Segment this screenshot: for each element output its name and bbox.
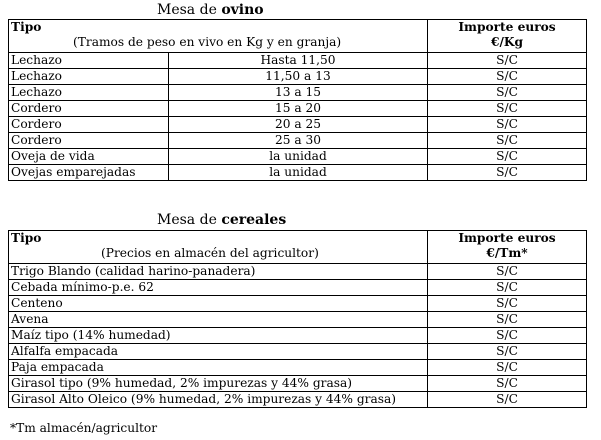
ovino-header-tipo xyxy=(9,20,428,53)
tipo-cell: Avena xyxy=(9,312,428,328)
tramo-cell: 20 a 25 xyxy=(169,117,428,133)
ovino-table xyxy=(8,19,587,181)
tipo-cell: Paja empacada xyxy=(9,360,428,376)
ovino-title-prefix: Mesa de xyxy=(157,2,222,18)
tipo-cell: Girasol Alto Oleico (9% humedad, 2% impurezas y 44% grasa) xyxy=(9,392,428,408)
importe-cell: S/C xyxy=(428,69,587,85)
importe-cell: S/C xyxy=(428,85,587,101)
tipo-cell: Maíz tipo (14% humedad) xyxy=(9,328,428,344)
tramo-cell: la unidad xyxy=(169,165,428,181)
cereales-title-prefix: Mesa de xyxy=(157,212,222,228)
ovino-header-importe-title: Importe euros xyxy=(458,20,556,34)
importe-cell: S/C xyxy=(428,101,587,117)
importe-cell: S/C xyxy=(428,360,587,376)
table-row xyxy=(9,69,587,85)
cereales-title-bold: cereales xyxy=(221,212,287,228)
tramo-cell: 15 a 20 xyxy=(169,101,428,117)
importe-cell: S/C xyxy=(428,280,587,296)
ovino-header-tipo-title: Tipo xyxy=(11,20,42,34)
importe-cell: S/C xyxy=(428,133,587,149)
importe-cell: S/C xyxy=(428,296,587,312)
table-row xyxy=(9,165,587,181)
importe-cell: S/C xyxy=(428,392,587,408)
importe-cell: S/C xyxy=(428,328,587,344)
cereales-header-tipo-title: Tipo xyxy=(11,231,42,245)
table-row xyxy=(9,312,587,328)
table-row xyxy=(9,360,587,376)
tipo-cell: Cordero xyxy=(9,133,169,149)
ovino-title-bold: ovino xyxy=(221,2,264,18)
tipo-cell: Lechazo xyxy=(9,85,169,101)
importe-cell: S/C xyxy=(428,264,587,280)
cereales-title xyxy=(157,212,286,228)
cereales-header-row xyxy=(9,231,587,264)
table-row xyxy=(9,344,587,360)
tramo-cell: 11,50 a 13 xyxy=(169,69,428,85)
ovino-header-row xyxy=(9,20,587,53)
table-row xyxy=(9,85,587,101)
tramo-cell: Hasta 11,50 xyxy=(169,53,428,69)
cereales-header-importe-title: Importe euros xyxy=(458,231,556,245)
tipo-cell: Girasol tipo (9% humedad, 2% impurezas y 44% grasa) xyxy=(9,376,428,392)
cereales-header-tipo-sub: (Precios en almacén del agricultor) xyxy=(101,246,319,260)
tipo-cell: Cordero xyxy=(9,117,169,133)
cereales-table xyxy=(8,230,587,408)
tipo-cell: Alfalfa empacada xyxy=(9,344,428,360)
ovino-header-importe-sub: €/Kg xyxy=(490,35,524,49)
tipo-cell: Oveja de vida xyxy=(9,149,169,165)
table-row xyxy=(9,149,587,165)
table-row xyxy=(9,53,587,69)
table-row xyxy=(9,296,587,312)
importe-cell: S/C xyxy=(428,149,587,165)
table-row xyxy=(9,133,587,149)
importe-cell: S/C xyxy=(428,53,587,69)
importe-cell: S/C xyxy=(428,376,587,392)
cereales-header-importe-sub: €/Tm* xyxy=(486,246,528,260)
ovino-header-tipo-sub: (Tramos de peso en vivo en Kg y en granja) xyxy=(73,35,342,49)
importe-cell: S/C xyxy=(428,344,587,360)
table-row xyxy=(9,264,587,280)
importe-cell: S/C xyxy=(428,117,587,133)
tipo-cell: Cordero xyxy=(9,101,169,117)
tramo-cell: 13 a 15 xyxy=(169,85,428,101)
tipo-cell: Ovejas emparejadas xyxy=(9,165,169,181)
tipo-cell: Trigo Blando (calidad harino-panadera) xyxy=(9,264,428,280)
table-row xyxy=(9,280,587,296)
table-row xyxy=(9,101,587,117)
cereales-header-importe xyxy=(428,231,587,264)
ovino-title xyxy=(157,2,264,18)
tipo-cell: Cebada mínimo-p.e. 62 xyxy=(9,280,428,296)
tramo-cell: la unidad xyxy=(169,149,428,165)
tipo-cell: Lechazo xyxy=(9,69,169,85)
importe-cell: S/C xyxy=(428,312,587,328)
table-row xyxy=(9,392,587,408)
cereales-header-tipo xyxy=(9,231,428,264)
cereales-footnote: *Tm almacén/agricultor xyxy=(10,421,158,435)
tipo-cell: Lechazo xyxy=(9,53,169,69)
table-row xyxy=(9,117,587,133)
ovino-header-importe xyxy=(428,20,587,53)
tipo-cell: Centeno xyxy=(9,296,428,312)
importe-cell: S/C xyxy=(428,165,587,181)
table-row xyxy=(9,328,587,344)
table-row xyxy=(9,376,587,392)
tramo-cell: 25 a 30 xyxy=(169,133,428,149)
